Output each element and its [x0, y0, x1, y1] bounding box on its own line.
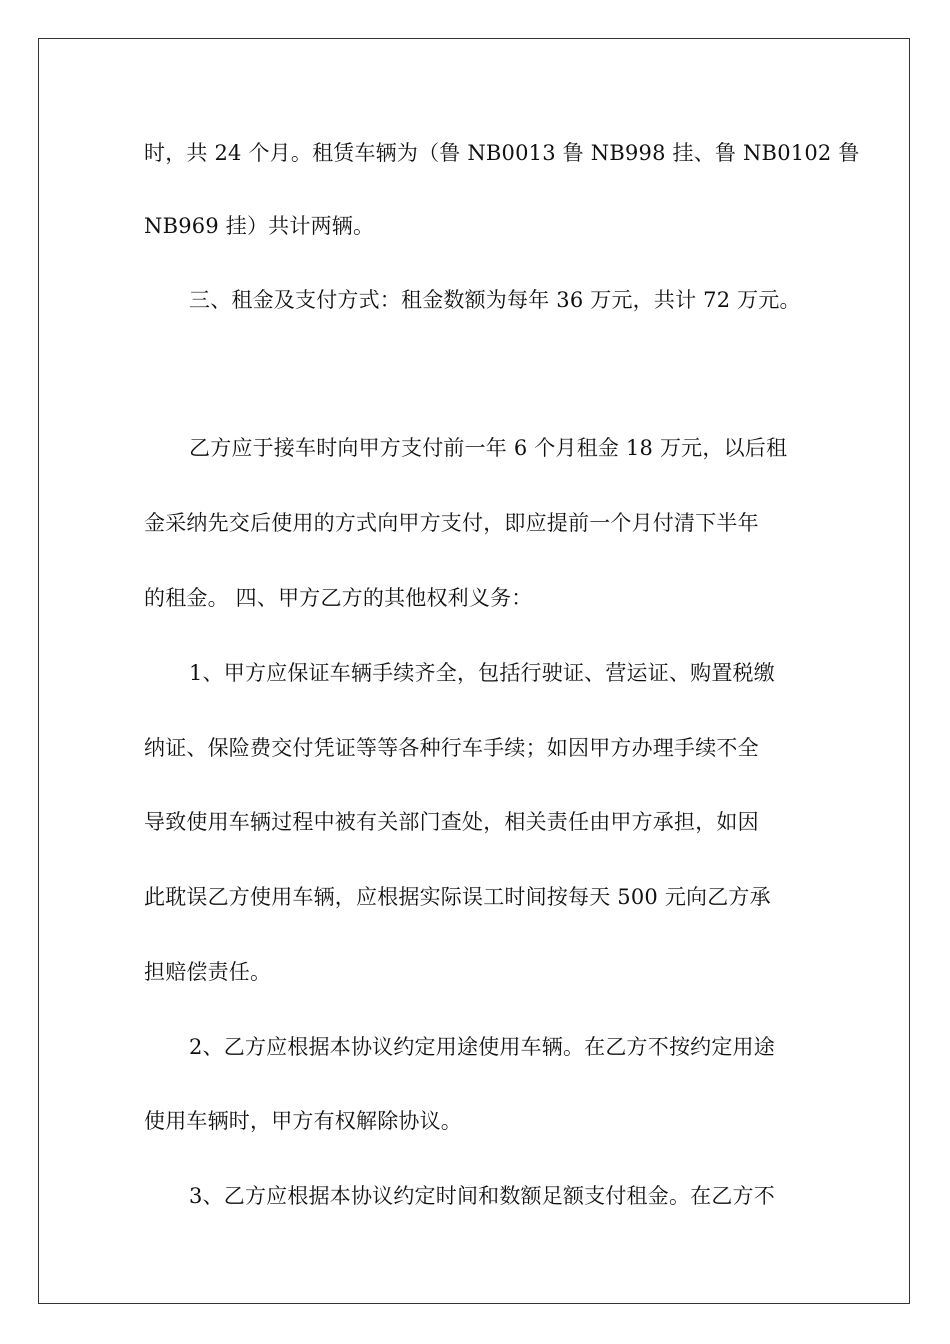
text-line-1: 时，共 24 个月。租赁车辆为（鲁 NB0013 鲁 NB998 挂、鲁 NB0102 鲁	[144, 141, 860, 165]
text-line-3: 三、租金及支付方式：租金数额为每年 36 万元，共计 72 万元。	[189, 288, 801, 312]
text-line-4: 乙方应于接车时向甲方支付前一年 6 个月租金 18 万元，以后租	[189, 436, 788, 460]
text-line-10: 此耽误乙方使用车辆，应根据实际误工时间按每天 500 元向乙方承	[144, 885, 771, 909]
text-line-11: 担赔偿责任。	[144, 960, 272, 984]
text-line-8: 纳证、保险费交付凭证等等各种行车手续；如因甲方办理手续不全	[144, 736, 759, 760]
text-line-7: 1、甲方应保证车辆手续齐全，包括行驶证、营运证、购置税缴	[189, 661, 775, 685]
text-line-5: 金采纳先交后使用的方式向甲方支付，即应提前一个月付清下半年	[144, 511, 759, 535]
text-line-14: 3、乙方应根据本协议约定时间和数额足额支付租金。在乙方不	[189, 1184, 775, 1208]
text-line-9: 导致使用车辆过程中被有关部门查处，相关责任由甲方承担，如因	[144, 810, 759, 834]
text-line-6: 的租金。 四、甲方乙方的其他权利义务：	[144, 586, 533, 610]
text-line-12: 2、乙方应根据本协议约定用途使用车辆。在乙方不按约定用途	[189, 1035, 775, 1059]
text-line-13: 使用车辆时，甲方有权解除协议。	[144, 1109, 462, 1133]
text-line-2: NB969 挂）共计两辆。	[144, 214, 375, 238]
